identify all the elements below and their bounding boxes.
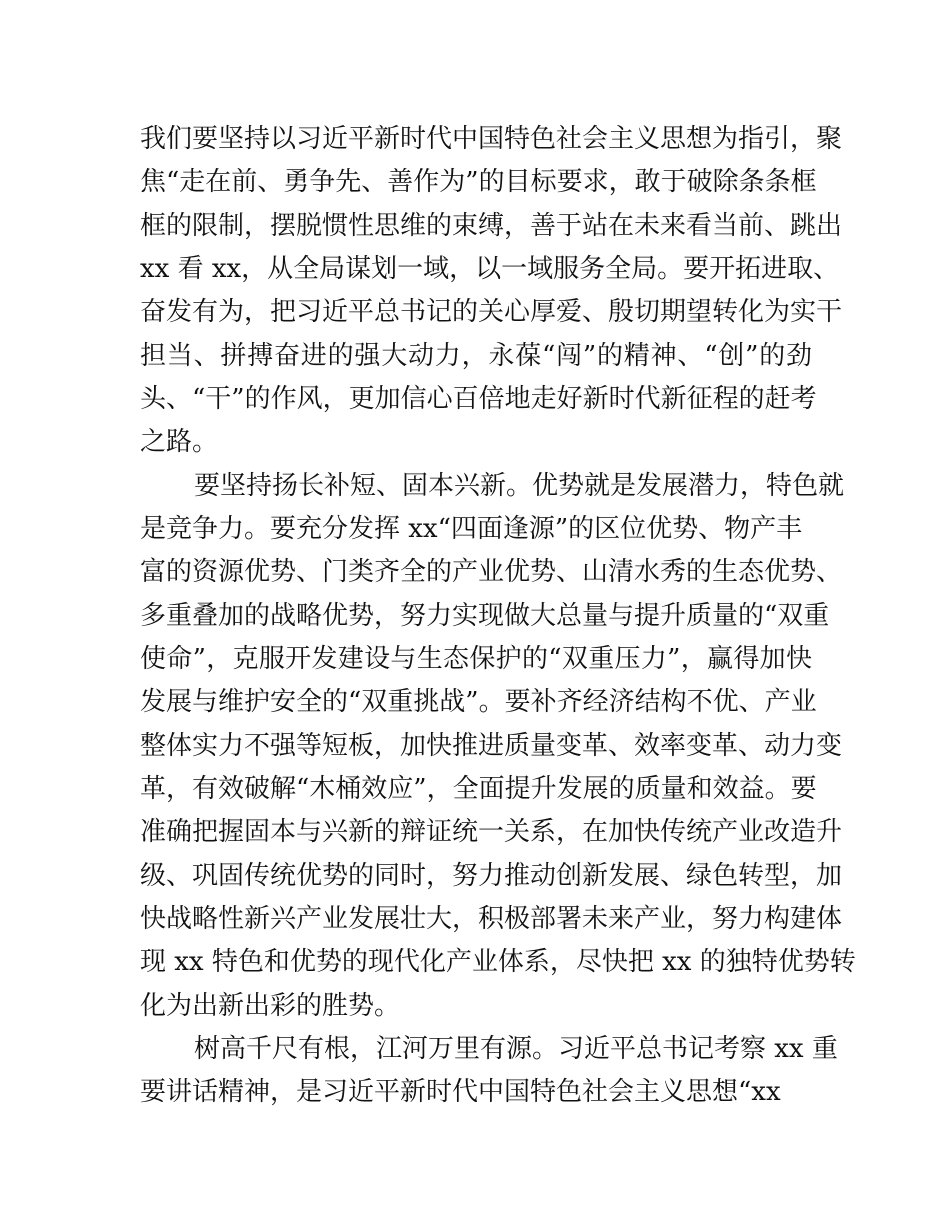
text-line: 发展与维护安全的“双重挑战”。要补齐经济结构不优、产业	[140, 687, 817, 718]
text-line: 之路。	[140, 427, 219, 458]
text-line: 级、巩固传统优势的同时，努力推动创新发展、绿色转型，加	[140, 860, 843, 891]
text-line: 要讲话精神，是习近平新时代中国特色社会主义思想“xx	[140, 1077, 781, 1108]
text-line: 快战略性新兴产业发展壮大，积极部署未来产业，努力构建体	[140, 903, 843, 934]
text-line: 使命”，克服开发建设与生态保护的“双重压力”，赢得加快	[140, 643, 812, 674]
text-line: 我们要坚持以习近平新时代中国特色社会主义思想为指引，聚	[140, 124, 843, 154]
text-line: 头、“干”的作风，更加信心百倍地走好新时代新征程的赶考	[140, 383, 817, 414]
text-line: 多重叠加的战略优势，努力实现做大总量与提升质量的“双重	[140, 600, 830, 631]
text-line: 焦“走在前、勇争先、善作为”的目标要求，敢于破除条条框	[140, 167, 817, 198]
text-line: 化为出新出彩的胜势。	[140, 990, 401, 1021]
text-line: 奋发有为，把习近平总书记的关心厚爱、殷切期望转化为实干	[140, 297, 843, 328]
document-page	[140, 118, 856, 1115]
text-line: 整体实力不强等短板，加快推进质量变革、效率变革、动力变	[140, 730, 843, 761]
text-line: 担当、拼搏奋进的强大动力，永葆“闯”的精神、“创”的劲	[140, 340, 812, 371]
paragraph-first-line: 要坚持扬长补短、固本兴新。优势就是发展潜力，特色就	[194, 470, 845, 501]
paragraph-first-line: 树高千尺有根，江河万里有源。习近平总书记考察 xx 重	[194, 1033, 838, 1064]
text-line: 富的资源优势、门类齐全的产业优势、山清水秀的生态优势、	[140, 557, 843, 588]
text-line: xx 看 xx，从全局谋划一域，以一域服务全局。要开拓进取、	[140, 253, 840, 284]
text-line: 框的限制，摆脱惯性思维的束缚，善于站在未来看当前、跳出	[140, 210, 843, 241]
text-line: 是竞争力。要充分发挥 xx“四面逢源”的区位优势、物产丰	[140, 513, 803, 544]
text-line: 革，有效破解“木桶效应”，全面提升发展的质量和效益。要	[140, 773, 817, 804]
text-line: 准确把握固本与兴新的辩证统一关系，在加快传统产业改造升	[140, 817, 843, 848]
text-line: 现 xx 特色和优势的现代化产业体系，尽快把 xx 的独特优势转	[140, 947, 856, 978]
